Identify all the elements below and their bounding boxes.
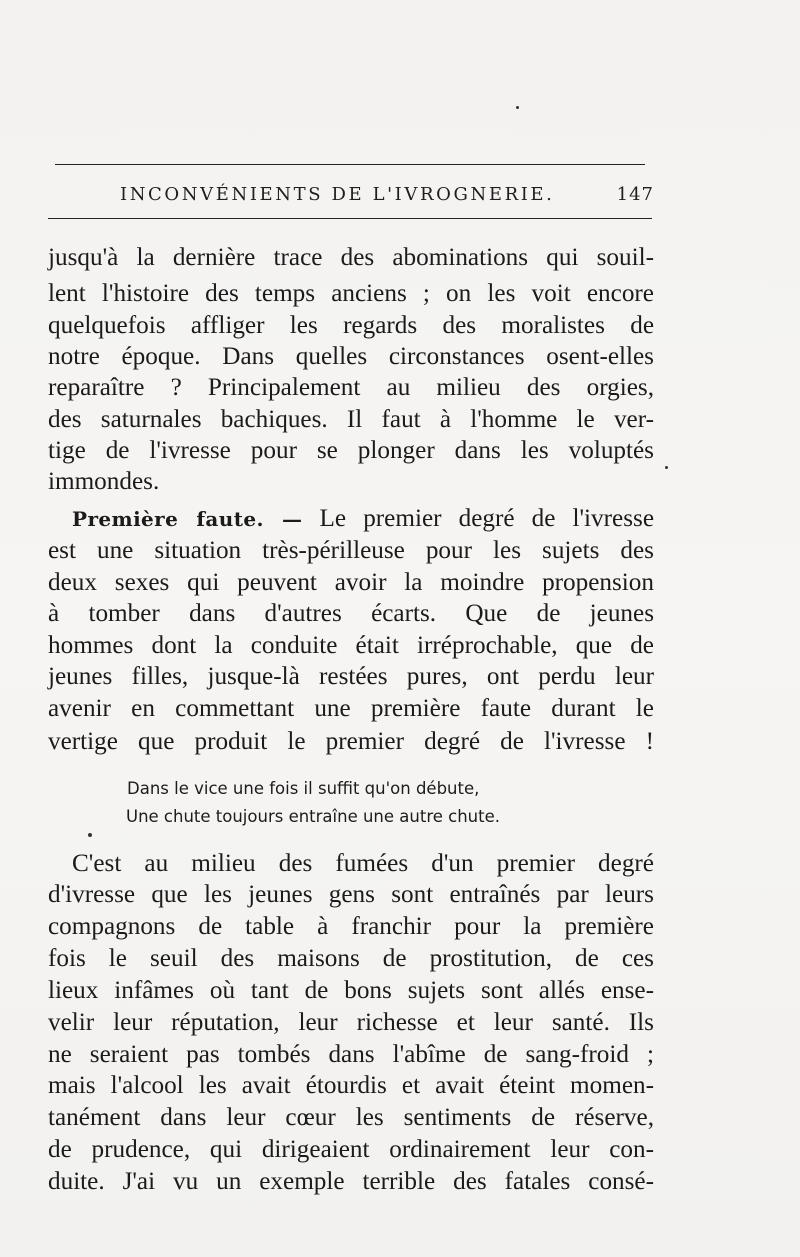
page-number: 147 xyxy=(616,184,654,205)
text-line: est une situation très-périlleuse pour les sujets des xyxy=(48,537,654,564)
text-line: vertige que produit le premier degré de l'ivresse ! xyxy=(48,728,654,755)
text-line: notre époque. Dans quelles circonstances osent-elles xyxy=(48,343,654,370)
header-rule-top xyxy=(55,164,645,165)
verse-line: Une chute toujours entraîne une autre chute. xyxy=(126,807,500,826)
text-line: mais l'alcool les avait étourdis et avait éteint momen- xyxy=(48,1072,654,1099)
text-line: deux sexes qui peuvent avoir la moindre propension xyxy=(48,569,654,596)
text-line: lent l'histoire des temps anciens ; on les voit encore xyxy=(48,280,654,307)
paper-speck xyxy=(88,833,92,837)
text-line: jeunes filles, jusque-là restées pures, ont perdu leur xyxy=(48,663,654,690)
text-line: quelquefois affliger les regards des moralistes de xyxy=(48,312,654,339)
header-rule-bottom xyxy=(48,218,652,219)
text-line: d'ivresse que les jeunes gens sont entraînés par leurs xyxy=(48,881,654,908)
text-line: tige de l'ivresse pour se plonger dans les voluptés xyxy=(48,437,654,464)
paper-speck xyxy=(665,466,668,469)
text-line: C'est au milieu des fumées d'un premier degré xyxy=(72,850,654,877)
text-line: à tomber dans d'autres écarts. Que de jeunes xyxy=(48,600,654,627)
text-line xyxy=(72,504,654,534)
verse-line: Dans le vice une fois il suffit qu'on débute, xyxy=(127,779,480,798)
text-fragment: Le premier degré de l'ivresse xyxy=(319,505,655,532)
text-line: compagnons de table à franchir pour la première xyxy=(48,913,654,940)
text-line: tanément dans leur cœur les sentiments de réserve, xyxy=(48,1104,654,1131)
text-line: ne seraient pas tombés dans l'abîme de sang-froid ; xyxy=(48,1041,654,1068)
section-lead: Première faute. — xyxy=(72,507,303,531)
text-line: immondes. xyxy=(48,468,160,495)
text-line: des saturnales bachiques. Il faut à l'homme le ver- xyxy=(48,406,654,433)
text-line: fois le seuil des maisons de prostitution, de ces xyxy=(48,945,654,972)
running-title: INCONVÉNIENTS DE L'IVROGNERIE. xyxy=(120,184,555,205)
text-line: de prudence, qui dirigeaient ordinairement leur con- xyxy=(48,1136,654,1163)
running-head xyxy=(48,182,654,212)
paper-speck xyxy=(516,106,519,109)
text-line: reparaître ? Principalement au milieu des orgies, xyxy=(48,374,654,401)
text-line: lieux infâmes où tant de bons sujets sont allés ense- xyxy=(48,977,654,1004)
text-line: jusqu'à la dernière trace des abominations qui souil- xyxy=(48,244,654,271)
text-line: avenir en commettant une première faute durant le xyxy=(48,695,654,722)
text-line: duite. J'ai vu un exemple terrible des fatales consé- xyxy=(48,1168,654,1195)
text-line: velir leur réputation, leur richesse et leur santé. Ils xyxy=(48,1009,654,1036)
text-line: hommes dont la conduite était irréprochable, que de xyxy=(48,632,654,659)
